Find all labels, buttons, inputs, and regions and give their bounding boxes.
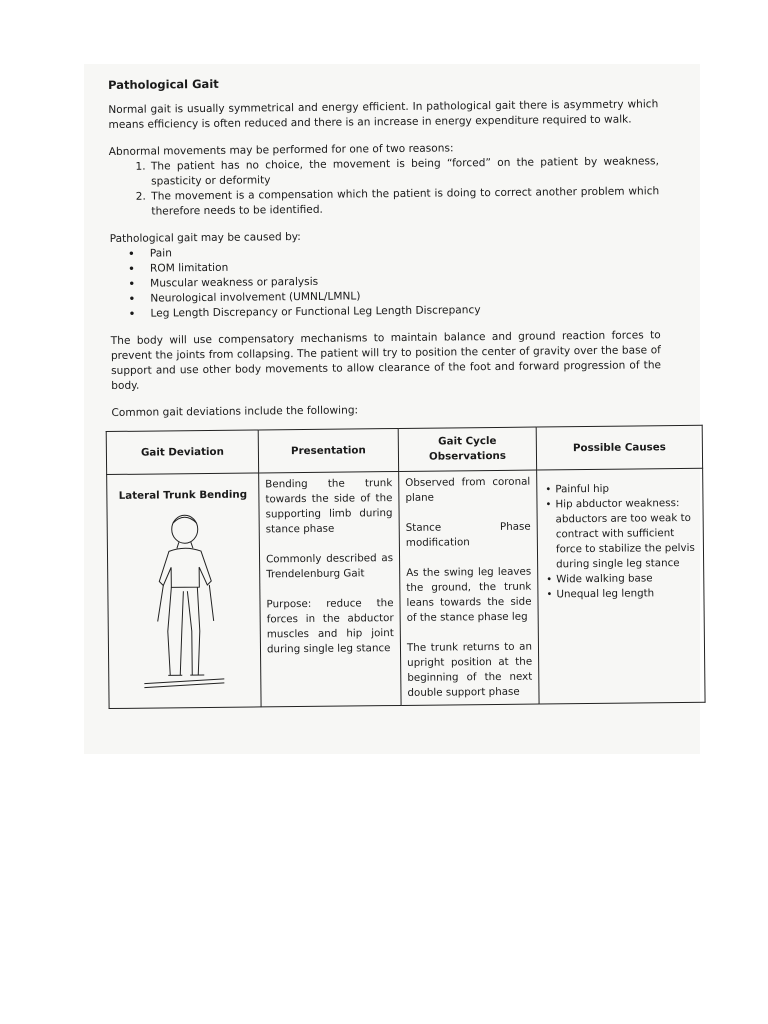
list-item: • Neurological involvement (UMNL/LMNL) — [150, 286, 660, 306]
trendelenburg-figure-icon — [138, 511, 230, 692]
presentation-text: Bending the trunk towards the side of the supporting limb during stance phase — [265, 477, 393, 536]
list-item: • ROM limitation — [150, 256, 660, 276]
presentation-text: Commonly described as Trendelenburg Gait — [265, 552, 394, 581]
cell-deviation — [107, 473, 261, 709]
gait-deviation-table — [106, 425, 706, 709]
cell-possible-causes — [537, 468, 705, 704]
document-body — [108, 72, 695, 709]
deviation-name: Lateral Trunk Bending — [118, 488, 248, 502]
header-presentation: Presentation — [258, 428, 398, 472]
list-item: • Wide walking base — [556, 571, 697, 587]
reasons-lead: Abnormal movements may be performed for one of two reasons: — [108, 142, 454, 158]
list-item: • Leg Length Discrepancy or Functional Leg Length Discrepancy — [150, 301, 660, 321]
intro-paragraph: Normal gait is usually symmetrical and energy efficient. In pathological gait there is asymmetry which means efficiency is often reduced and there is an increase in energy expenditure required to walk. — [108, 98, 659, 131]
header-possible-causes: Possible Causes — [536, 425, 702, 470]
observation-text: Stance Phase modification — [405, 520, 531, 549]
observation-text: As the swing leg leaves the ground, the trunk leans towards the side of the stance phase leg — [406, 565, 532, 624]
observation-text: Observed from coronal plane — [405, 475, 531, 504]
reasons-list — [109, 154, 660, 220]
cell-observations — [399, 470, 539, 705]
list-item: • Painful hip — [555, 481, 696, 497]
header-observations: Observations — [428, 449, 507, 463]
compensation-paragraph: The body will use compensatory mechanisms to maintain balance and ground reaction forces to prevent the joints from collapsing. The patient will try to position the center of gravity over the base of support and use other body movements to allow clearance of the foot and forward progression of the body. — [110, 329, 662, 392]
list-item: 2. The movement is a compensation which the patient is doing to correct another problem which therefore needs to be identified. — [149, 184, 659, 219]
presentation-text: Purpose: reduce the forces in the abductor muscles and hip joint during single leg stance — [266, 597, 394, 656]
causes-lead: Pathological gait may be caused by: — [109, 230, 301, 245]
list-item: • Pain — [150, 241, 660, 261]
observation-text: The trunk returns to an upright position at the beginning of the next double support phase — [406, 640, 533, 699]
header-gait-cycle-observations — [398, 427, 536, 471]
header-gait-cycle: Gait Cycle — [438, 434, 497, 448]
list-item: • Unequal leg length — [556, 586, 697, 602]
header-gait-deviation: Gait Deviation — [106, 430, 258, 475]
page-title: Pathological Gait — [108, 76, 219, 92]
list-item: 1. The patient has no choice, the movement is being “forced” on the patient by weakness, spasticity or deformity — [149, 154, 659, 189]
list-item: • Hip abductor weakness: abductors are too weak to contract with sufficient force to stabilize the pelvis during single leg stance — [555, 496, 697, 572]
cell-presentation — [259, 471, 401, 706]
list-item: • Muscular weakness or paralysis — [150, 271, 660, 291]
table-lead: Common gait deviations include the following: — [111, 404, 359, 419]
table-row — [107, 468, 705, 708]
causes-list — [110, 241, 661, 322]
possible-causes-list — [543, 481, 697, 603]
table-header-row — [106, 425, 702, 474]
